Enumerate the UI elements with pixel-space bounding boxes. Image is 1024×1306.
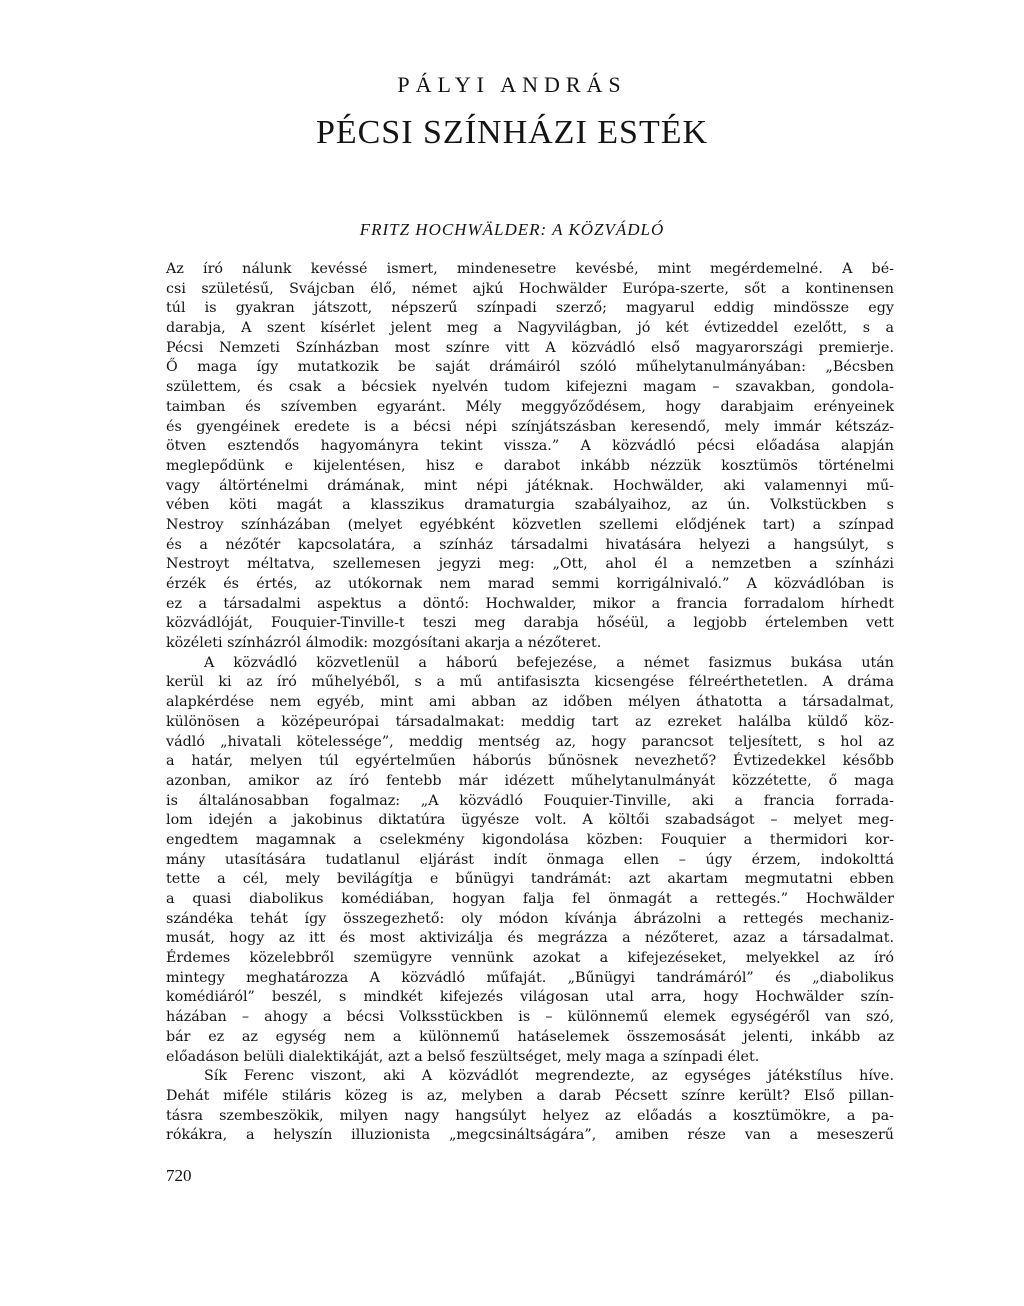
text-line: túl is gyakran játszott, népszerű színpadi szerző; magyarul eddig mindössze egy xyxy=(166,300,894,317)
text-line: születtem, és csak a bécsiek nyelvén tudom kifejezni magam – szavakban, gondola- xyxy=(166,379,894,396)
text-line: közéleti színházról álmodik: mozgósítani akarja a nézőteret. xyxy=(166,635,602,652)
text-line: ötven esztendős hagyományra tekint vissza.” A közvádló pécsi előadása alapján xyxy=(166,438,894,455)
text-line: mintegy meghatározza A közvádló műfaját. „Bűnügyi tandrámáról” és „diabolikus xyxy=(166,969,894,986)
text-line: vében köti magát a klasszikus dramaturgia szabályaihoz, az ún. Volkstückben s xyxy=(166,497,894,514)
text-line: és a nézőtér kapcsolatára, a színház társadalmi hivatására helyezi a hangsúlyt, s xyxy=(166,536,894,553)
text-line: Nestroy színházában (melyet egyébként közvetlen szellemi elődjének tart) a színpad xyxy=(166,516,894,533)
text-line: érzék és értés, az utókornak nem marad semmi korrigálnivaló.” A közvádlóban is xyxy=(166,576,894,592)
text-line: musát, hogy az itt és most aktivizálja és megrázza a nézőteret, azaz a társadalmat. xyxy=(166,930,894,947)
text-line: Sík Ferenc viszont, aki A közvádlót megrendezte, az egységes játékstílus híve. xyxy=(204,1068,894,1085)
text-line: engedtem magamnak a cselekmény kigondolása közben: Fouquier a thermidori kor- xyxy=(166,831,894,848)
text-line: házában – ahogy a bécsi Volksstückben is – különnemű elemek egységéről van szó, xyxy=(166,1009,894,1026)
text-line: is általánosabban fogalmaz: „A közvádló Fouquier-Tinville, aki a francia forrada- xyxy=(166,792,894,809)
text-line: mány utasítására tudatlanul eljárást indít önmaga ellen – úgy érzem, indokolttá xyxy=(166,851,894,868)
text-line: darabja, A szent kísérlet jelent meg a Nagyvilágban, jó két évtizeddel ezelőtt, s a xyxy=(166,320,894,337)
section-subtitle: FRITZ HOCHWÄLDER: A KÖZVÁDLÓ xyxy=(359,220,665,239)
text-line: és gyengéinek eredete is a bécsi népi színjátszásban keresendő, mely immár kétszáz- xyxy=(166,418,894,435)
article-body xyxy=(166,260,894,1146)
text-line: bár ez az egység nem a különnemű hatáselemek összemosását jelenti, inkább az xyxy=(166,1028,894,1045)
text-line: Nestroyt méltatva, szellemesen jegyzi meg: „Ott, ahol él a nemzetben a színházi xyxy=(166,556,894,573)
author-name: PÁLYI ANDRÁS xyxy=(397,72,627,97)
text-line: Dehát miféle stiláris közeg is az, melyben a darab Pécsett színre került? Első pillan- xyxy=(166,1087,894,1104)
text-line: a quasi diabolikus komédiában, hogyan falja fel önmagát a rettegés.” Hochwälder xyxy=(166,891,894,907)
text-line: alapkérdése nem egyéb, mint ami abban az időben mélyen áthatotta a társadalmat, xyxy=(166,694,894,711)
text-line: kerül ki az író műhelyéből, s a mű antifasiszta kicsengése félreérthetetlen. A dráma xyxy=(166,674,894,691)
text-line: tette a cél, mely bevilágítja e bűnügyi tandrámát: azt akartam megmutatni ebben xyxy=(166,871,894,888)
text-line: Az író nálunk kevéssé ismert, mindenesetre kevésbé, mint megérdemelné. A bé- xyxy=(166,261,894,277)
text-line: tásra szembeszökik, milyen nagy hangsúlyt helyez az előadás a kosztümökre, a pa- xyxy=(166,1107,894,1124)
text-line: azonban, amikor az író fentebb már idézett műhelytanulmányát közzétette, ő maga xyxy=(166,772,894,789)
text-line: vagy áltörténelmi drámának, mint népi játéknak. Hochwälder, aki valamennyi mű- xyxy=(166,477,894,494)
text-line: rókákra, a helyszín illuzionista „megcsináltságára”, amiben része van a meseszerű xyxy=(166,1127,894,1144)
text-line: vádló „hivatali kötelessége”, meddig mentség az, hogy parancsot teljesített, s hol az xyxy=(166,733,894,750)
page-number: 720 xyxy=(166,1166,192,1185)
text-line: szándéka tehát így összegezhető: oly módon kívánja ábrázolni a rettegés mechaniz- xyxy=(166,910,894,927)
text-line: lom idején a jakobinus diktatúra ügyésze volt. A költői szabadságot – melyet meg- xyxy=(166,812,894,829)
text-line: különösen a középeurópai társadalmakat: meddig tart az ezreket halálba küldő köz- xyxy=(166,713,894,730)
text-line: ez a társadalmi aspektus a döntő: Hochwalder, mikor a francia forradalom hírhedt xyxy=(166,595,894,612)
text-line: közvádlóját, Fouquier-Tinville-t teszi meg darabja hőséül, a legjobb értelemben vett xyxy=(166,615,894,632)
text-line: A közvádló közvetlenül a háború befejezése, a német fasizmus bukása után xyxy=(204,654,894,671)
text-line: komédiáról” beszél, s mindkét kifejezés világosan utal arra, hogy Hochwälder szín- xyxy=(166,989,894,1006)
text-line: a határ, melyen túl egyértelműen háborús bűnösnek nevezhető? Évtizedekkel később xyxy=(166,753,894,770)
text-line: előadáson belüli dialektikáját, azt a belső feszültséget, mely maga a színpadi élet. xyxy=(166,1048,760,1065)
text-line: taimban és szívemben egyaránt. Mély meggyőződésem, hogy darabjaim erényeinek xyxy=(166,398,894,415)
text-line: Pécsi Nemzeti Színházban most színre vitt A közvádló első magyarországi premierje. xyxy=(166,339,894,356)
text-line: Ő maga így mutatkozik be saját drámáiról szóló műhelytanulmányában: „Bécsben xyxy=(166,359,894,376)
text-line: Érdemes közelebbről szemügyre vennünk azokat a kifejezéseket, melyekkel az író xyxy=(166,950,894,967)
text-line: csi születésű, Svájcban élő, német ajkú Hochwälder Európa-szerte, sőt a kontinensen xyxy=(166,280,894,297)
text-line: meglepődünk e kijelentésen, hisz e darabot inkább nézzük kosztümös történelmi xyxy=(166,457,894,474)
article-title: PÉCSI SZÍNHÁZI ESTÉK xyxy=(315,114,709,151)
